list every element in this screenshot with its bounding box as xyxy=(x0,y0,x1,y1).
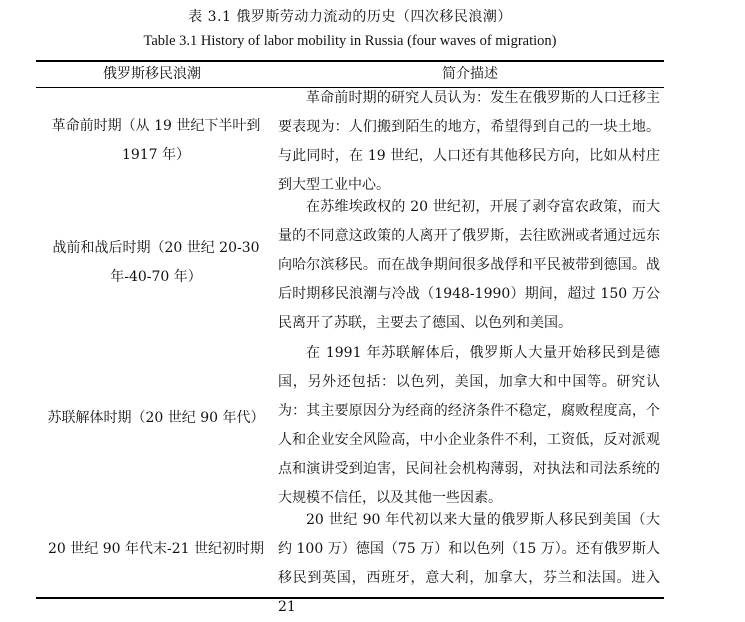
table-row-period-pre-revolution: 革命前时期（从 19 世纪下半叶到 1917 年） xyxy=(51,118,261,163)
description-text: 在 1991 年苏联解体后，俄罗斯人大量开始移民到是德国，另外还包括：以色列，美国，加拿大和中国等。研究认为：其主要原因分为经商的经济条件不稳定，腐败程度高，个人和企业安全风险高，中小企业条件不利，工资低，反对派观点和演讲受到迫害，民间社会机构薄弱，对执法和司法系统的大规模不信任，以及其他一些因素。 xyxy=(278,345,660,506)
table-row-description-ussr-collapse xyxy=(278,339,660,513)
description-text: 20 世纪 90 年代初以来大量的俄罗斯人移民到美国（大约 100 万）德国（75 万）和以色列（15 万）。还有俄罗斯人移民到英国，西班牙，意大利，加拿大，芬兰和法国。进入 21 xyxy=(278,512,660,615)
description-text: 在苏维埃政权的 20 世纪初，开展了剥夺富农政策，而大量的不同意这政策的人离开了俄罗斯，去往欧洲或者通过远东向哈尔滨移民。而在战争期间很多战俘和平民被带到德国。战后时期移民浪潮与冷战（1948-1990）期间，超过 150 万公民离开了苏联，主要去了德国、以色列和美国。 xyxy=(278,199,660,331)
table-row-description-war-era xyxy=(278,193,660,338)
table-row-period-war-era: 战前和战后时期（20 世纪 20-30 年-40-70 年） xyxy=(52,240,260,285)
column-header-migration-wave: 俄罗斯移民浪潮 xyxy=(103,66,201,82)
table-caption-chinese: 表 3.1 俄罗斯劳动力流动的历史（四次移民浪潮） xyxy=(188,9,512,25)
table-row-description-pre-revolution xyxy=(278,84,660,200)
column-header-description: 简介描述 xyxy=(442,66,498,82)
table-bottom-rule xyxy=(36,597,664,599)
description-text: 革命前时期的研究人员认为：发生在俄罗斯的人口迁移主要表现为：人们搬到陌生的地方，希望得到自己的一块土地。与此同时，在 19 世纪，人口还有其他移民方向，比如从村庄到大型工业中心。 xyxy=(278,90,660,193)
table-row-period-late-90s: 20 世纪 90 年代末-21 世纪初时期 xyxy=(48,541,264,557)
table-caption-english: Table 3.1 History of labor mobility in Russia (four waves of migration) xyxy=(143,33,557,49)
table-row-description-late-90s xyxy=(278,506,660,622)
table-row-period-ussr-collapse: 苏联解体时期（20 世纪 90 年代） xyxy=(47,410,265,426)
